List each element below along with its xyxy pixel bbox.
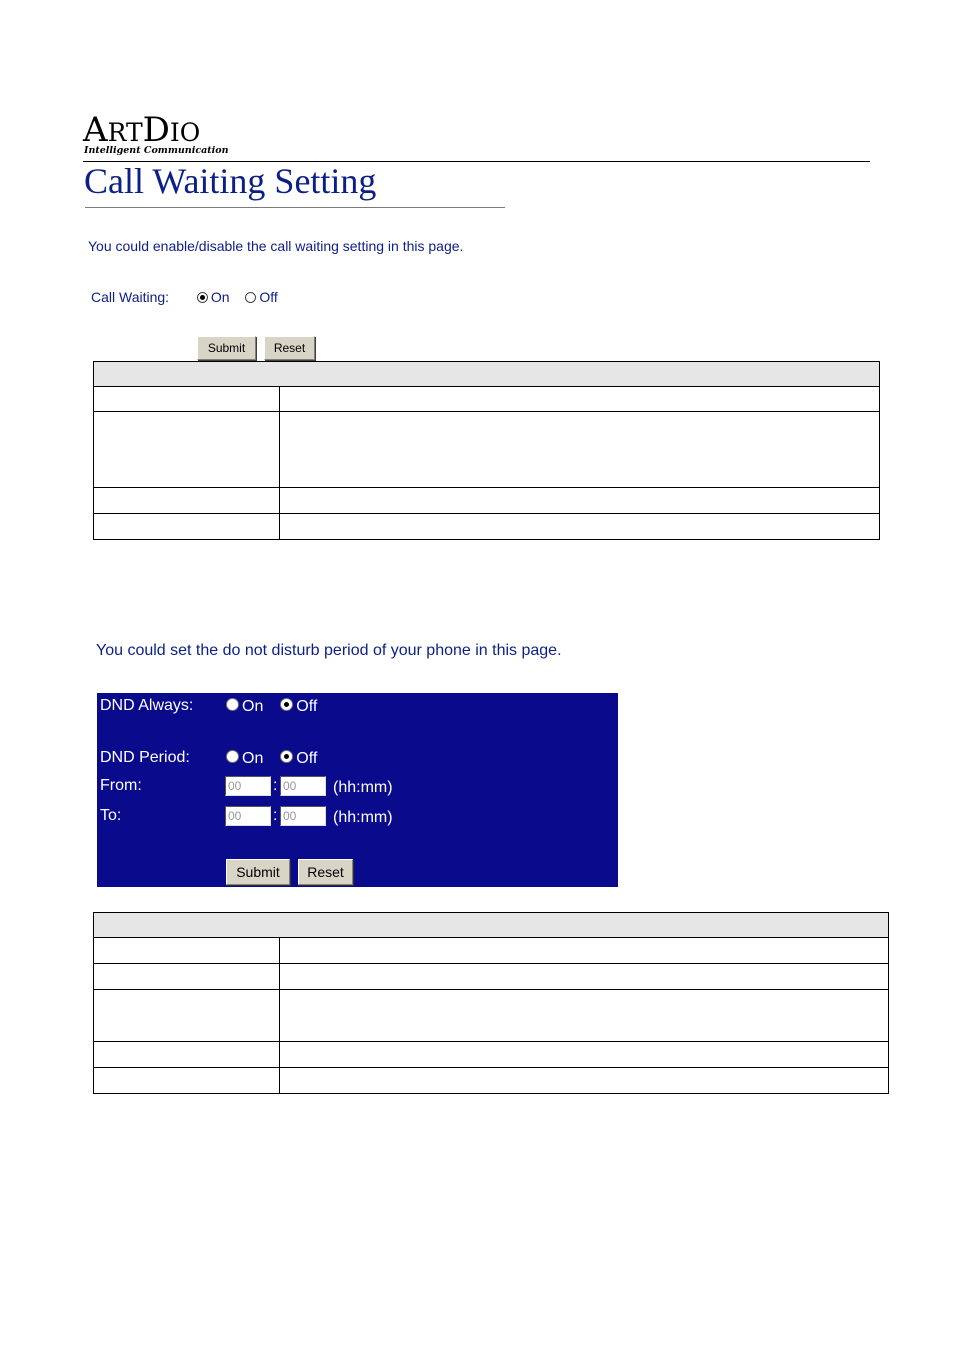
table-header-cell [94, 362, 880, 387]
logo-tagline: Intelligent Communication [84, 145, 229, 156]
table-row [94, 1068, 889, 1094]
table-cell [280, 1042, 889, 1068]
dnd-reset-button[interactable]: Reset [298, 859, 353, 885]
call-waiting-submit-button[interactable]: Submit [197, 336, 256, 360]
table-cell [94, 964, 280, 990]
logo-letters-rt: RT [107, 118, 143, 147]
table-row [94, 514, 880, 540]
table-cell [94, 1068, 280, 1094]
call-waiting-row [91, 289, 278, 305]
table-cell [280, 938, 889, 964]
dnd-period-label: DND Period: [100, 749, 190, 766]
dnd-period-options [226, 750, 317, 768]
call-waiting-description: You could enable/disable the call waiting setting in this page. [88, 238, 464, 254]
table-cell [280, 387, 880, 412]
call-waiting-on-radio[interactable] [197, 292, 208, 303]
dnd-from-minute-input[interactable]: 00 [280, 776, 326, 796]
dnd-field-table [93, 912, 889, 1094]
call-waiting-off-label[interactable]: Off [259, 289, 278, 305]
table-row [94, 488, 880, 514]
call-waiting-field-table [93, 361, 880, 540]
table-cell [94, 938, 280, 964]
dnd-period-on-label[interactable]: On [242, 750, 264, 767]
dnd-submit-button[interactable]: Submit [226, 859, 290, 885]
table-cell [280, 412, 880, 488]
table-cell [94, 1042, 280, 1068]
table-cell [94, 514, 280, 540]
table-cell [280, 488, 880, 514]
table-header-row [94, 913, 889, 938]
dnd-always-options [226, 698, 317, 716]
table-cell [280, 1068, 889, 1094]
logo-letters-io: IO [169, 118, 201, 147]
dnd-always-label: DND Always: [100, 697, 194, 714]
dnd-settings-panel [97, 693, 618, 887]
dnd-to-separator: : [273, 807, 278, 824]
logo-letter-d: D [142, 110, 170, 150]
call-waiting-label: Call Waiting: [91, 289, 170, 305]
logo-letter-a: A [83, 110, 108, 150]
call-waiting-reset-button[interactable]: Reset [264, 336, 315, 360]
call-waiting-on-label[interactable]: On [210, 289, 230, 305]
table-header-cell [94, 913, 889, 938]
table-row [94, 387, 880, 412]
table-cell [94, 387, 280, 412]
table-header-row [94, 362, 880, 387]
dnd-to-minute-input[interactable]: 00 [280, 806, 326, 826]
dnd-period-off-label[interactable]: Off [296, 750, 318, 767]
title-divider [85, 207, 505, 208]
artdio-logo [83, 110, 229, 158]
dnd-to-format-hint: (hh:mm) [333, 809, 393, 826]
dnd-from-separator: : [273, 777, 278, 794]
dnd-from-format-hint: (hh:mm) [333, 779, 393, 796]
page-title: Call Waiting Setting [84, 161, 377, 201]
dnd-to-label: To: [100, 807, 122, 824]
dnd-from-hour-input[interactable]: 00 [225, 776, 271, 796]
dnd-always-on-label[interactable]: On [242, 698, 264, 715]
dnd-to-hour-input[interactable]: 00 [225, 806, 271, 826]
dnd-from-label: From: [100, 777, 142, 794]
dnd-always-off-label[interactable]: Off [296, 698, 318, 715]
dnd-always-off-radio[interactable] [280, 698, 293, 711]
table-cell [280, 990, 889, 1042]
dnd-period-off-radio[interactable] [280, 750, 293, 763]
table-row [94, 412, 880, 488]
dnd-always-on-radio[interactable] [226, 698, 239, 711]
table-cell [94, 412, 280, 488]
call-waiting-off-radio[interactable] [245, 292, 256, 303]
table-cell [94, 990, 280, 1042]
table-cell [280, 964, 889, 990]
dnd-period-on-radio[interactable] [226, 750, 239, 763]
dnd-description: You could set the do not disturb period of your phone in this page. [96, 642, 562, 659]
table-row [94, 1042, 889, 1068]
table-cell [280, 514, 880, 540]
table-row [94, 938, 889, 964]
table-cell [94, 488, 280, 514]
table-row [94, 964, 889, 990]
table-row [94, 990, 889, 1042]
